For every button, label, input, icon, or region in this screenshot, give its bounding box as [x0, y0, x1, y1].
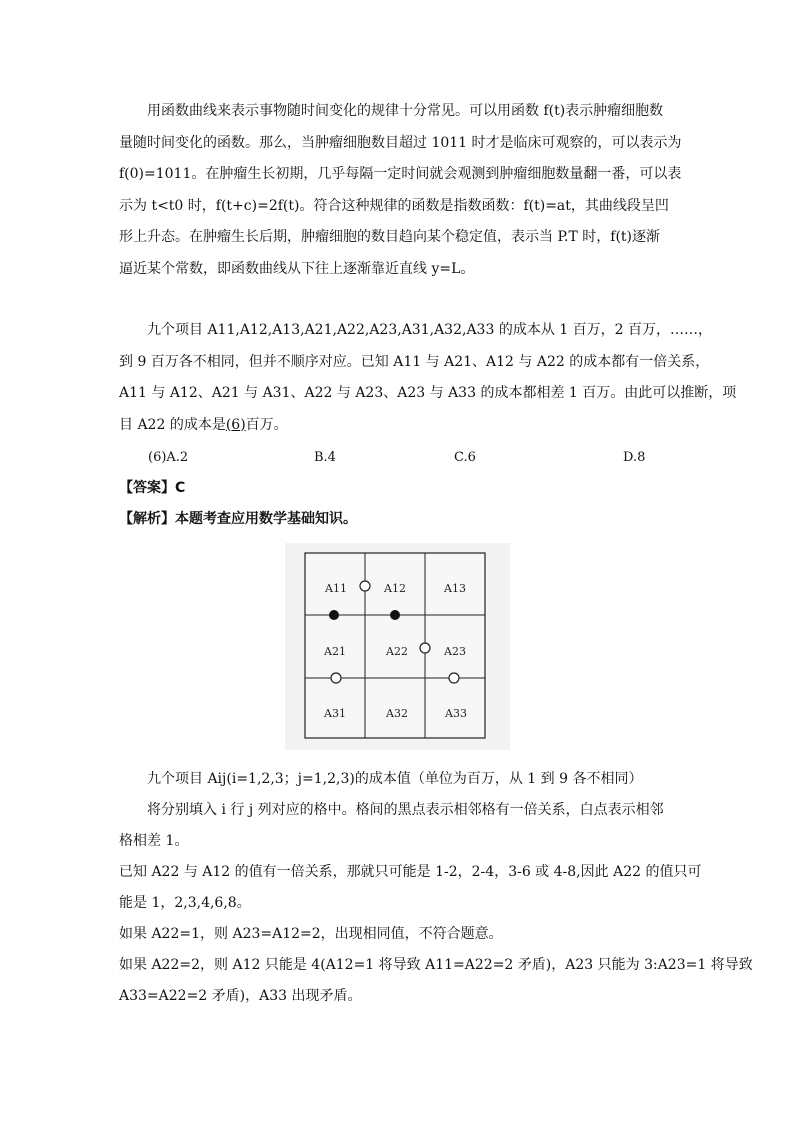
question-suffix: 百万。	[245, 416, 288, 433]
grid-cell-label: A21	[324, 645, 346, 658]
solution-line: 如果 A22=1，则 A23=A12=2，出现相同值，不符合题意。	[119, 926, 503, 942]
intro-line: 示为 t<t0 时，f(t+c)=2f(t)。符合这种规律的函数是指数函数：f(t)=at，其曲线段呈凹	[119, 197, 669, 214]
option-c: C.6	[454, 450, 476, 465]
question-line-last	[119, 410, 679, 442]
solution-line: 如果 A22=2，则 A12 只能是 4(A12=1 将导致 A11=A22=2 矛盾)，A23 只能为 3:A23=1 将导致	[119, 957, 753, 973]
solution-line: 能是 1，2,3,4,6,8。	[119, 895, 251, 911]
grid-cell-label: A13	[444, 582, 466, 595]
intro-line: 量随时间变化的函数。那么，当肿瘤细胞数目超过 1011 时才是临床可观察的，可以表示为	[119, 134, 682, 151]
white-dot-icon	[449, 673, 459, 683]
intro-line: f(0)=1011。在肿瘤生长初期，几乎每隔一定时间就会观测到肿瘤细胞数量翻一番，可以表	[119, 166, 682, 182]
grid-cell-label: A32	[386, 707, 408, 720]
black-dot-icon	[390, 610, 400, 620]
solution-line: 九个项目 Aij(i=1,2,3；j=1,2,3)的成本值（单位为百万，从 1 到 9 各不相同）	[147, 771, 643, 787]
question-blank: (6)	[225, 416, 246, 433]
question-prefix: 目 A22 的成本是	[119, 416, 226, 433]
black-dot-icon	[329, 610, 339, 620]
option-b: B.4	[314, 450, 336, 465]
intro-line: 形上升态。在肿瘤生长后期，肿瘤细胞的数目趋向某个稳定值，表示当 P.T 时，f(t)逐渐	[119, 229, 661, 245]
grid-figure	[285, 543, 510, 750]
solution-paragraph	[119, 764, 753, 1012]
grid-cell-label: A31	[324, 707, 346, 720]
white-dot-icon	[331, 673, 341, 683]
question-line: 九个项目 A11,A12,A13,A21,A22,A23,A31,A32,A33 的成本从 1 百万，2 百万，……，	[147, 322, 712, 338]
question-paragraph	[119, 315, 737, 441]
analysis-label: 【解析】本题考查应用数学基础知识。	[119, 511, 357, 527]
intro-paragraph	[119, 96, 682, 285]
grid-cell-label: A22	[386, 645, 408, 658]
white-dot-icon	[360, 581, 370, 591]
question-line: 到 9 百万各不相同，但并不顺序对应。已知 A11 与 A21、A12 与 A22 的成本都有一倍关系，	[119, 353, 710, 370]
question-line: A11 与 A12、A21 与 A31、A22 与 A23、A23 与 A33 的成本都相差 1 百万。由此可以推断，项	[119, 385, 737, 401]
grid-cell-label: A12	[384, 582, 406, 595]
intro-line: 用函数曲线来表示事物随时间变化的规律十分常见。可以用函数 f(t)表示肿瘤细胞数	[147, 103, 664, 119]
grid-cell-label: A33	[445, 707, 467, 720]
solution-line: 已知 A22 与 A12 的值有一倍关系，那就只可能是 1-2，2-4，3-6 或 4-8,因此 A22 的值只可	[119, 864, 702, 880]
intro-line: 逼近某个常数，即函数曲线从下往上逐渐靠近直线 y=L。	[119, 260, 475, 277]
solution-line: 格相差 1。	[119, 833, 189, 849]
option-d: D.8	[623, 450, 646, 465]
grid-cell-label: A23	[444, 645, 466, 658]
white-dot-icon	[420, 643, 430, 653]
solution-line: A33=A22=2 矛盾)，A33 出现矛盾。	[119, 988, 362, 1004]
grid-diagram	[285, 543, 510, 750]
grid-cell-label: A11	[325, 582, 347, 595]
solution-line: 将分别填入 i 行 j 列对应的格中。格间的黑点表示相邻格有一倍关系，白点表示相邻	[147, 802, 664, 818]
option-a: (6)A.2	[148, 450, 189, 465]
answer-label: 【答案】C	[119, 480, 186, 496]
